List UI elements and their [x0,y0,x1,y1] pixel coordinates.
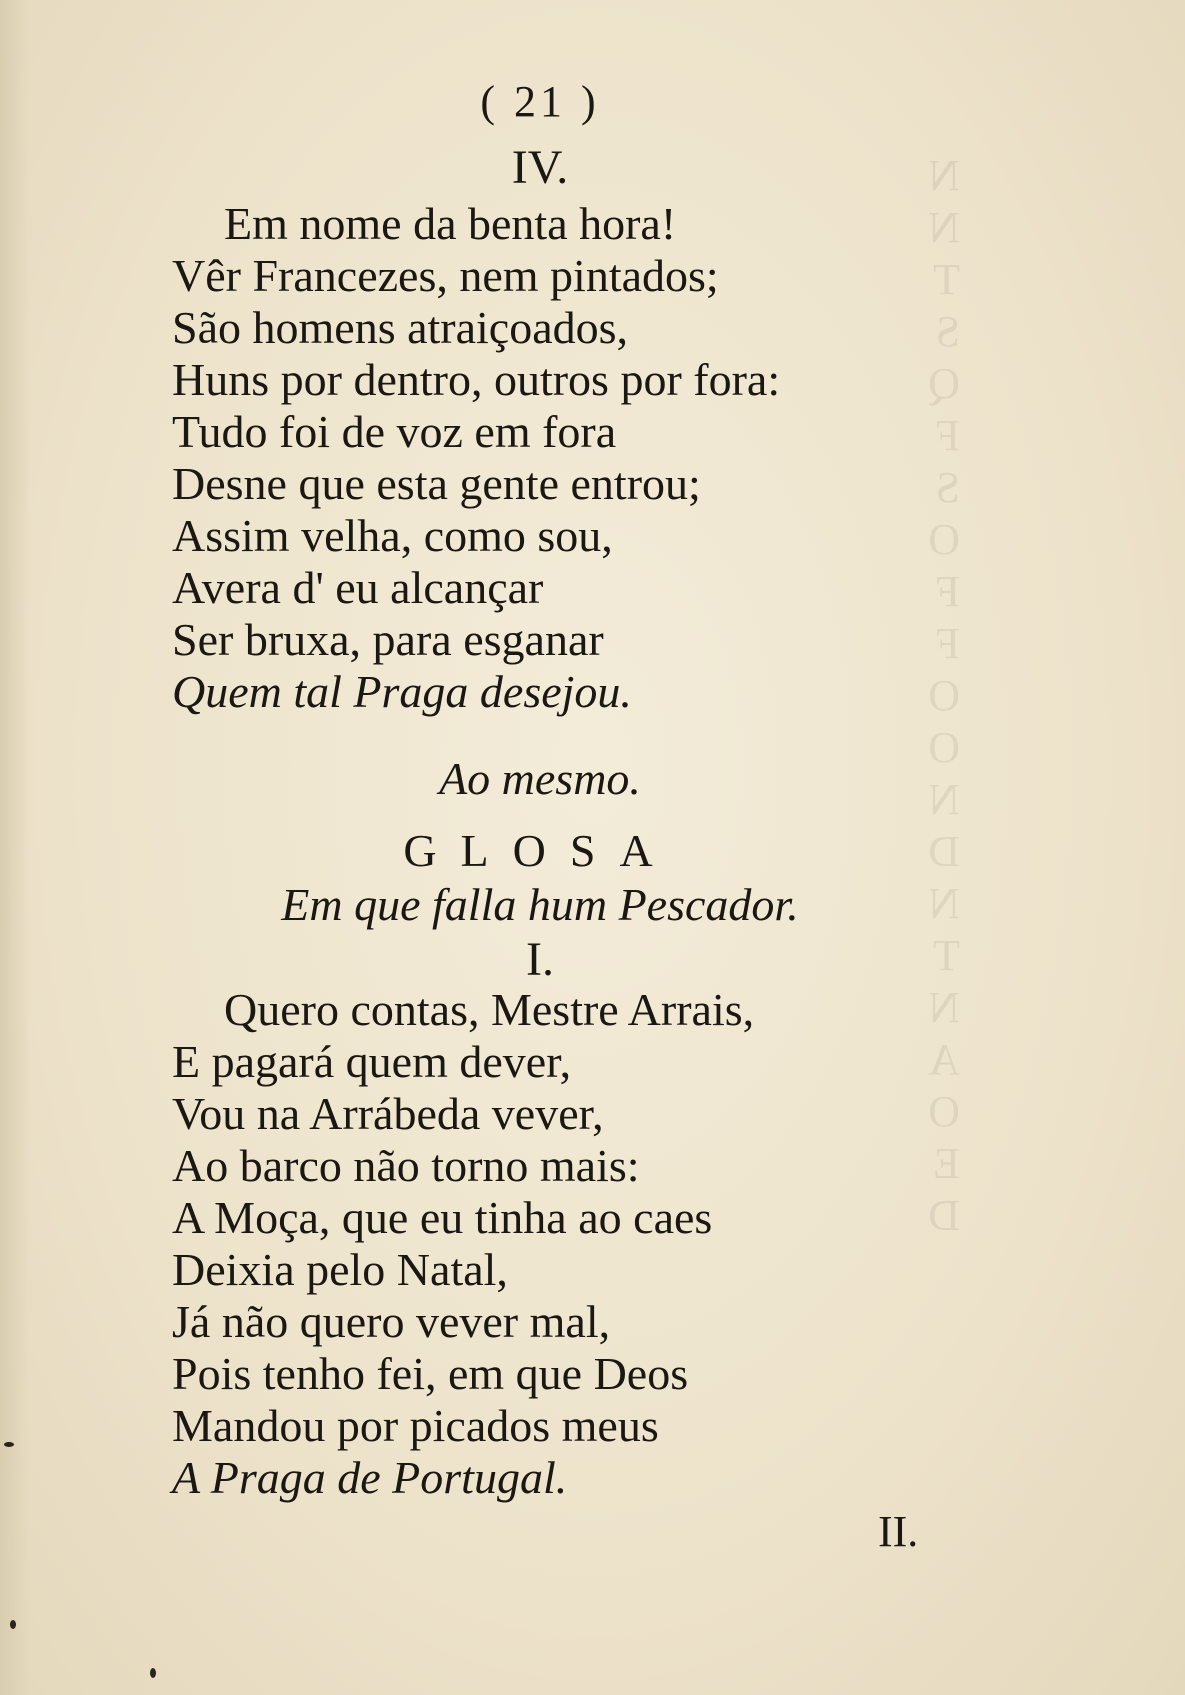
ink-speck [150,1668,156,1678]
stanza-iv-verse [172,198,780,718]
verse-line: Vêr Francezes, nem pintados; [172,250,719,301]
verse-line: Pois tenho fei, em que Deos [172,1348,689,1399]
verse-line: Desne que esta gente entrou; [172,458,701,509]
verse-line: Vou na Arrábeda vever, [172,1088,604,1139]
verse-line: Ser bruxa, para esganar [172,614,604,665]
verse-closing-line: A Praga de Portugal. [172,1452,568,1503]
ink-speck [4,1442,14,1447]
glosa-stanza-i-verse [172,984,754,1504]
verse-line: Avera d' eu alcançar [172,562,544,613]
verse-line: A Moça, que eu tinha ao caes [172,1192,713,1243]
verse-line: Tudo foi de voz em fora [172,406,617,457]
verse-closing-line: Quem tal Praga desejou. [172,666,632,717]
ink-speck [10,1620,16,1629]
catchword: II. [878,1507,919,1556]
verse-line: Huns por dentro, outros por fora: [172,354,781,405]
verse-line: São homens atraiçoados, [172,302,629,353]
stanza-number-i: I. [526,933,554,986]
verse-line: Em nome da benta hora! [224,198,677,249]
verse-line: Já não quero vever mal, [172,1296,611,1347]
verse-line: Mandou por picados meus [172,1400,659,1451]
page-number: ( 21 ) [480,77,600,126]
verse-line: Assim velha, como sou, [172,510,613,561]
stanza-number-iv: IV. [511,141,569,194]
verse-line: Ao barco não torno mais: [172,1140,640,1191]
reverse-side-show-through: N N T S Q F S O F F O O N D N T N A O E D [928,151,960,1240]
glosa-subtitle: Em que falla hum Pescador. [281,879,799,930]
verse-line: E pagará quem dever, [172,1036,572,1087]
verse-line: Deixia pelo Natal, [172,1244,508,1295]
ao-mesmo-heading: Ao mesmo. [439,753,641,804]
verse-line: Quero contas, Mestre Arrais, [224,984,755,1035]
glosa-title: GLOSA [403,825,677,876]
